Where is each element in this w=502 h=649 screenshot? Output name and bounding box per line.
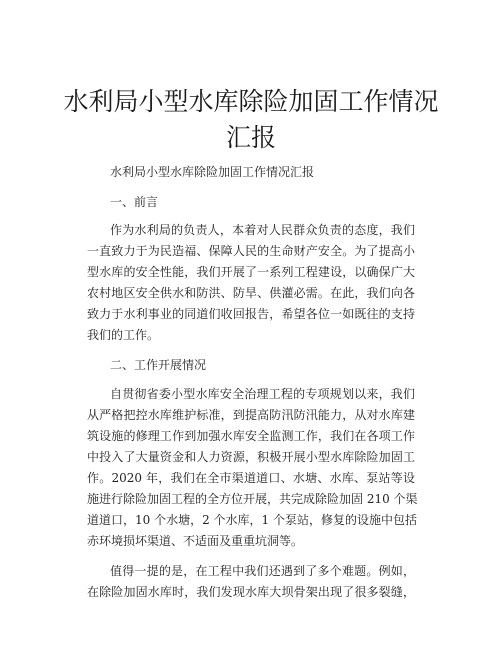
paragraph-line: 道道口，10 个水塘，2 个水库，1 个泵站，修复的设施中包括: [87, 513, 417, 527]
document-title-line2: 汇报: [225, 123, 276, 152]
paragraph-line: 从严格把控水库维护标准，到提高防汛防汛能力，从对水库建: [87, 408, 415, 422]
paragraph-line: 我们的工作。: [87, 328, 160, 342]
document-subtitle: 水利局小型水库除险加固工作情况汇报: [110, 165, 315, 179]
paragraph-line: 施进行除险加固工程的全方位开展，共完成除险加固 210 个渠: [87, 492, 418, 506]
section-heading-preface: 一、前言: [110, 195, 159, 209]
paragraph-line: 一直致力于为民造福、保障人民的生命财产安全。为了提高小: [87, 244, 415, 258]
paragraph-line: 作。2020 年，我们在全市渠道道口、水塘、水库、泵站等设: [87, 471, 415, 485]
paragraph-line: 作为水利局的负责人，本着对人民群众负责的态度，我们: [110, 223, 415, 237]
paragraph-line: 在除险加固水库时，我们发现水库大坝骨架出现了很多裂缝，: [87, 585, 415, 599]
section-heading-work: 二、工作开展情况: [110, 358, 207, 372]
paragraph-line: 致力于水利事业的同道们收回报告，希望各位一如既往的支持: [87, 307, 415, 321]
paragraph-line: 中投入了大量资金和人力资源，积极开展小型水库除险加固工: [87, 450, 415, 464]
paragraph-line: 型水库的安全性能，我们开展了一系列工程建设，以确保广大: [87, 265, 415, 279]
paragraph-line: 值得一提的是，在工程中我们还遇到了多个难题。例如，: [110, 564, 415, 578]
paragraph-line: 自贯彻省委小型水库安全治理工程的专项规划以来，我们: [110, 387, 415, 401]
document-title-line1: 水利局小型水库除险加固工作情况: [63, 87, 439, 116]
paragraph-line: 筑设施的修理工作到加强水库安全监测工作，我们在各项工作: [87, 429, 415, 443]
paragraph-line: 农村地区安全供水和防洪、防旱、供灌必需。在此，我们向各: [87, 286, 415, 300]
paragraph-line: 赤环境损坏渠道、不适面及重重坑洞等。: [87, 534, 304, 548]
